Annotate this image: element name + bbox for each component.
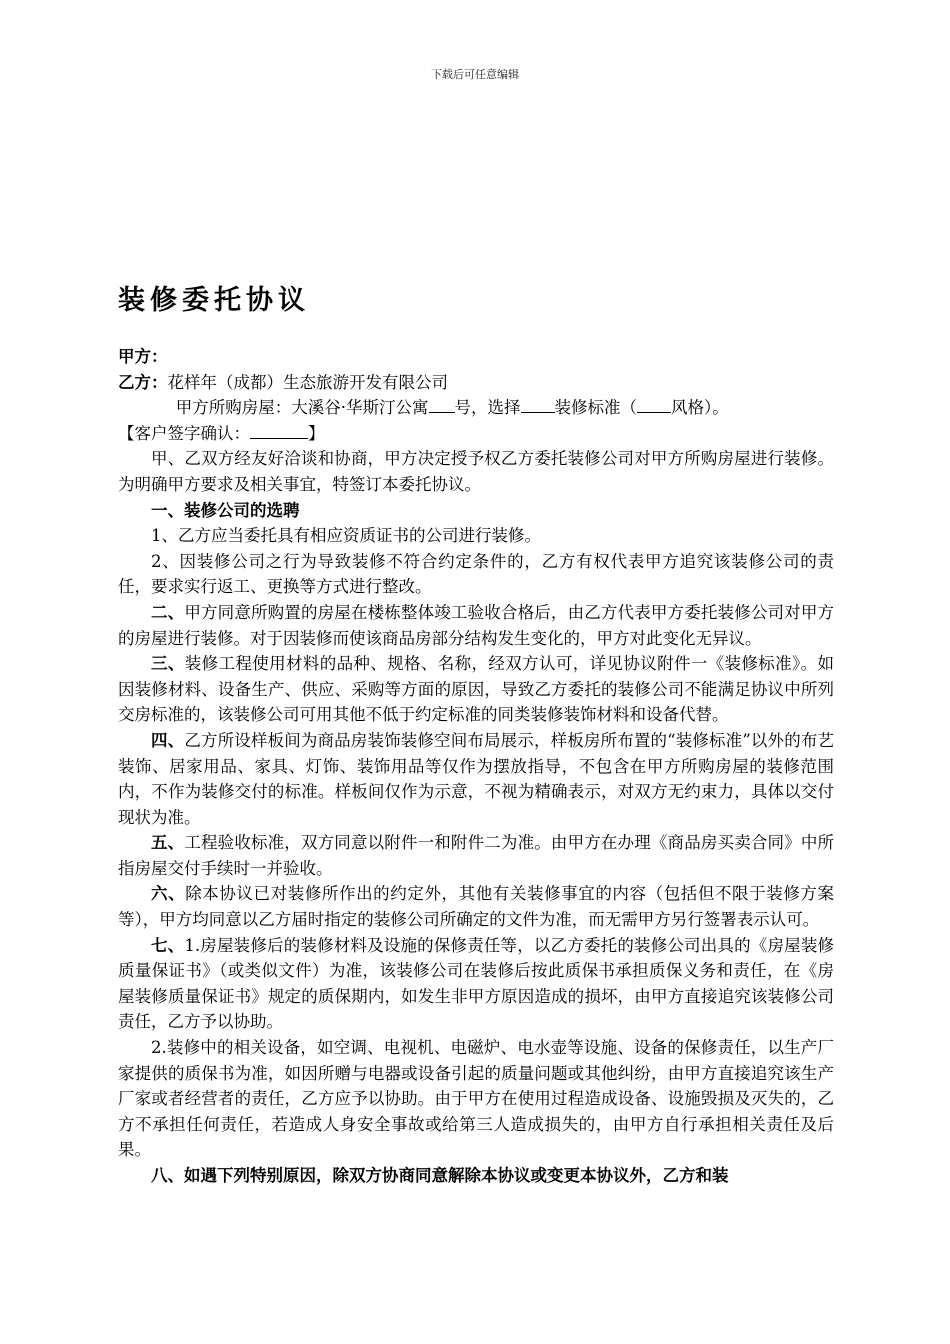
standard-blank [521,396,555,413]
section3-paragraph [118,651,834,728]
section3-text: 装修工程使用材料的品种、规格、名称，经双方认可，详见协议附件一《装修标准》。如因装修材料、设备生产、供应、采购等方面的原因，导致乙方委托的装修公司不能满足协议中所列交房标准的，该装修公司可用其他不低于约定标准的同类装修装饰材料和设备代替。 [118,654,835,725]
document-body [118,344,834,1189]
party-a-label: 甲方： [118,347,168,366]
party-a-line [118,344,834,370]
house-line [118,395,834,421]
confirm-close: 】 [308,423,325,443]
section4-paragraph [118,728,834,830]
section4-number: 四、 [151,730,185,750]
section7-number: 七、 [151,935,185,955]
section1-item1: 1、乙方应当委托具有相应资质证书的公司进行装修。 [151,526,541,546]
section2-paragraph [118,600,834,651]
house-part1: 甲方所购房屋：大溪谷·华斯汀公寓 [175,398,429,418]
confirm-line [118,421,834,447]
section6-number: 六、 [151,884,186,904]
section2-number: 二、 [151,602,185,622]
section7-paragraph2: 2.装修中的相关设备，如空调、电视机、电磁炉、电水壶等设施、设备的保修责任，以生产厂家提供的质保书为准，如因所赠与电器或设备引起的质量问题或其他纠纷，由甲方直接追究该生产厂家或者经营者的责任，乙方应予以协助。由于甲方在使用过程造成设备、设施毁损及灭失的，乙方不承担任何责任，若造成人身安全事故或给第三人造成损失的，由甲方自行承担相关责任及后果。 [118,1038,834,1160]
section6-paragraph [118,881,834,932]
section3-number: 三、 [151,654,185,674]
section8-paragraph: 八、如遇下列特别原因，除双方协商同意解除本协议或变更本协议外，乙方和装 [151,1166,729,1185]
header-note: 下载后可任意编辑 [431,68,519,81]
section4-text: 乙方所设样板间为商品房装饰装修空间布局展示，样板房所布置的“装修标准”以外的布艺装饰、居家用品、家具、灯饰、装饰用品等仅作为摆放指导，不包含在甲方所购房屋的装修范围内，不作为装修交付的标准。样板间仅作为示意，不视为精确表示，对双方无约束力，具体以交付现状为准。 [118,730,835,827]
document-title: 装修委托协议 [118,285,310,316]
party-b-label: 乙方： [118,372,168,392]
signature-blank [250,422,308,439]
section7-text1: 1.房屋装修后的装修材料及设施的保修责任等，以乙方委托的装修公司出具的《房屋装修质量保证书》（或类似文件）为准，该装修公司在装修后按此质保书承担质保义务和责任，在《房屋装修质量保证书》规定的质保期内，如发生非甲方原因造成的损坏，由甲方直接追究该装修公司责任，乙方予以协助。 [118,935,835,1032]
house-part4: 风格）。 [671,398,729,418]
house-part2: 号，选择 [454,398,521,418]
party-b-line [118,370,834,396]
section1-title: 一、装修公司的选聘 [151,500,300,520]
style-blank [637,396,671,413]
section7-paragraph1 [118,933,834,1035]
confirm-open: 【客户签字确认： [118,423,250,443]
intro-paragraph: 甲、乙双方经友好洽谈和协商，甲方决定授予权乙方委托装修公司对甲方所购房屋进行装修。为明确甲方要求及相关事宜，特签订本委托协议。 [118,449,834,494]
section5-text: 工程验收标准，双方同意以附件一和附件二为准。由甲方在办理《商品房买卖合同》中所指房屋交付手续时一并验收。 [118,833,835,878]
section1-item2: 2、因装修公司之行为导致装修不符合约定条件的，乙方有权代表甲方追究该装修公司的责任，要求实行返工、更换等方式进行整改。 [118,551,834,597]
section2-text: 甲方同意所购置的房屋在楼栋整体竣工验收合格后，由乙方代表甲方委托装修公司对甲方的房屋进行装修。对于因装修而使该商品房部分结构发生变化的，甲方对此变化无异议。 [118,602,835,648]
house-part3: 装修标准（ [554,398,637,418]
section6-text: 除本协议已对装修所作出的约定外，其他有关装修事宜的内容（包括但不限于装修方案等），甲方均同意以乙方届时指定的装修公司所确定的文件为准，而无需甲方另行签署表示认可。 [118,884,835,930]
section5-number: 五、 [151,833,185,853]
party-b-value: 花样年（成都）生态旅游开发有限公司 [167,372,448,392]
section5-paragraph [118,830,834,881]
house-number-blank [429,396,455,413]
